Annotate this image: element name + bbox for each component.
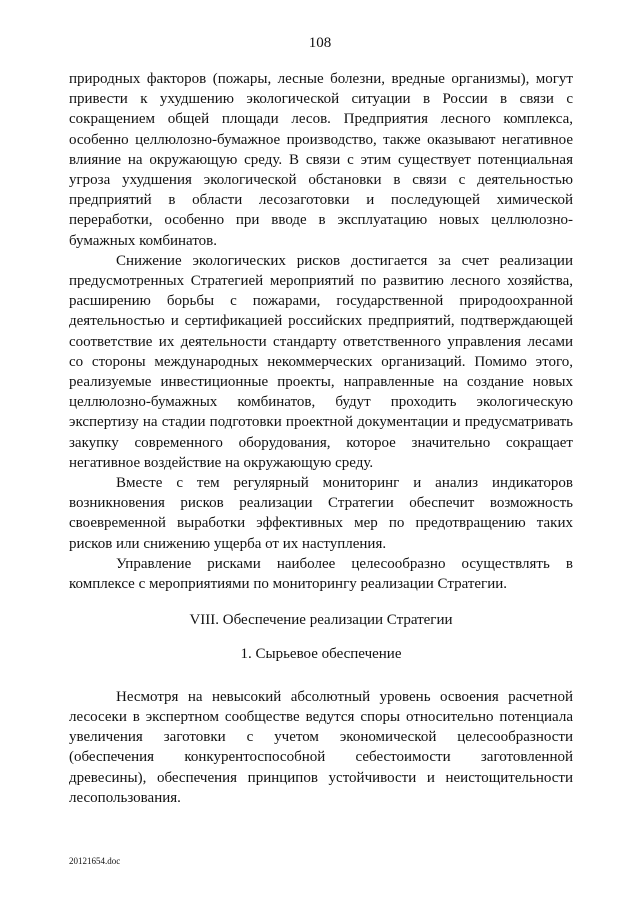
paragraph-3: Вместе с тем регулярный мониторинг и анализ индикаторов возникновения рисков реализации Стратегии обеспечит возможность своевременной выработки эффективных мер по предотвращению таких рисков или снижению ущерба от их наступления. xyxy=(69,475,573,552)
section-heading: VIII. Обеспечение реализации Стратегии xyxy=(189,612,453,629)
paragraph-1: природных факторов (пожары, лесные болезни, вредные организмы), могут привести к ухудшению экологической ситуации в России в связи с сокращением общей площади лесов. Предприятия лесного комплекса, особенно целлюлозно-бумажное производство, также оказывают негативное влияние на окружающую среду. В связи с этим существует потенциальная угроза ухудшения экологической обстановки в связи с деятельностью предприятий в области лесозаготовки и последующей химической переработки, особенно при вводе в эксплуатацию новых целлюлозно-бумажных комбинатов. xyxy=(69,71,573,249)
paragraph-2: Снижение экологических рисков достигается за счет реализации предусмотренных Стратегией мероприятий по развитию лесного хозяйства, расширению борьбы с пожарами, государственной природоохранной деятельностью и сертификацией российских предприятий, подтверждающей соответствие их деятельности стандарту ответственного управления лесами со стороны международных некоммерческих организаций. Помимо этого, реализуемые инвестиционные проекты, направленные на создание новых целлюлозно-бумажных комбинатов, будут проходить экологическую экспертизу на стадии подготовки проектной документации и предусматривать закупку современного оборудования, которое значительно сокращает негативное воздействие на окружающую среду. xyxy=(69,252,573,471)
subsection-heading: 1. Сырьевое обеспечение xyxy=(240,646,402,663)
paragraph-4: Управление рисками наиболее целесообразно осуществлять в комплексе с мероприятиями по мониторингу реализации Стратегии. xyxy=(69,555,573,593)
page-number: 108 xyxy=(308,35,332,51)
document-body xyxy=(69,69,573,808)
paragraph-5: Несмотря на невысокий абсолютный уровень освоения расчетной лесосеки в экспертном сообществе ведутся споры относительно потенциала увеличения заготовки с учетом экономической целесообразности (обеспечения конкурентоспособной себестоимости заготовленной древесины), обеспечения принципов устойчивости и неистощительности лесопользования. xyxy=(69,688,573,806)
footer-filename: 20121654.doc xyxy=(69,856,121,866)
